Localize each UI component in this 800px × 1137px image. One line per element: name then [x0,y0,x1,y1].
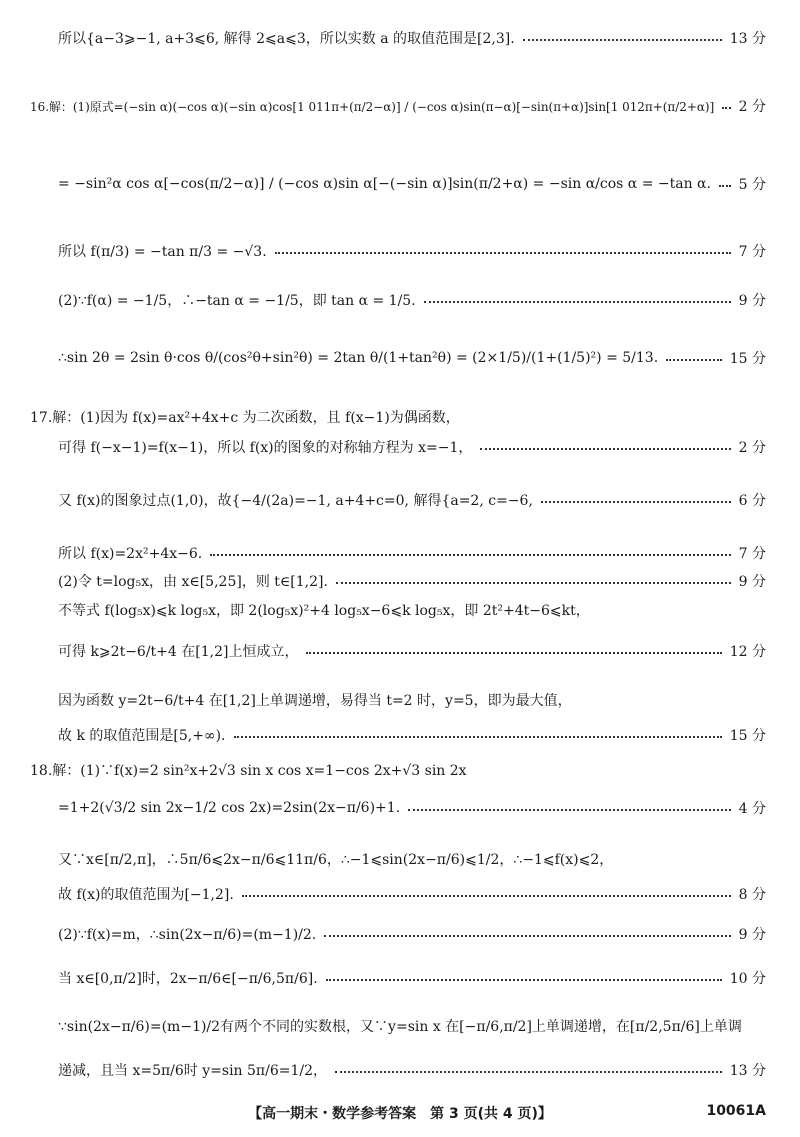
score-mark: 7 分 [738,244,766,260]
answer-text: 因为函数 y=2t−6/t+4 在[1,2]上单调递增，易得当 t=2 时，y=5，即为最大值， [58,693,572,709]
score-mark: 10 分 [729,971,766,987]
score-mark: 13 分 [729,31,766,47]
answer-line [0,280,800,320]
answer-text: 故 f(x)的取值范围为[−1,2]. [58,887,234,903]
score-mark: 8 分 [738,887,766,903]
answer-text: = −sin²α cos α[−cos(π/2−α)] / (−cos α)sin α[−(−sin α)]sin(π/2+α) = −sin α/cos α = −tan α. [58,176,711,192]
answer-text: 递减，且当 x=5π/6时 y=sin 5π/6=1/2， [58,1063,328,1079]
answer-text: (2)∵f(α) = −1/5，∴−tan α = −1/5，即 tan α = 1/5. [58,293,416,309]
answer-line [0,590,800,630]
document-code: 10061A [706,1103,766,1119]
answer-text: (2)∵f(x)=m，∴sin(2x−π/6)=(m−1)/2. [58,927,317,943]
answer-line [0,1050,800,1090]
answer-line [0,427,800,467]
score-mark: 5 分 [738,177,766,193]
dot-leader [242,895,731,897]
answer-text: (2)令 t=log₅x，由 x∈[5,25]，则 t∈[1,2]. [58,574,328,590]
score-mark: 9 分 [738,574,766,590]
answer-line [0,788,800,828]
answer-text: ∴sin 2θ = 2sin θ·cos θ/(cos²θ+sin²θ) = 2tan θ/(1+tan²θ) = (2×1/5)/(1+(1/5)²) = 5/13. [58,350,659,366]
page-footer [0,1101,800,1127]
dot-leader [424,301,731,303]
answer-line [0,18,800,58]
answer-line [0,750,800,790]
answer-text: 故 k 的取值范围是[5,+∞). [58,728,226,744]
dot-leader [480,448,730,450]
dot-leader [722,107,730,109]
score-mark: 13 分 [729,1063,766,1079]
dot-leader [666,359,722,361]
dot-leader [523,39,722,41]
dot-leader [541,501,731,503]
answer-text: 所以 f(x)=2x²+4x−6. [58,546,203,562]
answer-text: ∵sin(2x−π/6)=(m−1)/2有两个不同的实数根，又∵y=sin x 在[−π/6,π/2]上单调递增，在[π/2,5π/6]上单调 [58,1019,742,1035]
answer-line [0,631,800,671]
dot-leader [324,935,730,937]
answer-text: 可得 k⩾2t−6/t+4 在[1,2]上恒成立， [58,644,299,660]
answer-line [0,839,800,879]
score-mark: 9 分 [738,293,766,309]
answer-line [0,1006,800,1046]
score-mark: 15 分 [729,728,766,744]
answer-line [0,480,800,520]
answer-line [0,680,800,720]
answer-text: 所以{a−3⩾−1, a+3⩽6, 解得 2⩽a⩽3，所以实数 a 的取值范围是[2,3]. [58,31,515,47]
answer-text: 不等式 f(log₅x)⩽k log₅x，即 2(log₅x)²+4 log₅x−6⩽k log₅x，即 2t²+4t−6⩽kt， [58,603,590,619]
answer-text: 所以 f(π/3) = −tan π/3 = −√3. [58,244,267,260]
score-mark: 2 分 [738,440,766,456]
answer-text: 18.解：(1)∵f(x)=2 sin²x+2√3 sin x cos x=1−cos 2x+√3 sin 2x [30,763,467,779]
answer-text: 可得 f(−x−1)=f(x−1)，所以 f(x)的图象的对称轴方程为 x=−1， [58,440,473,456]
dot-leader [234,736,722,738]
dot-leader [326,979,722,981]
answer-text: 又 f(x)的图象过点(1,0)，故{−4/(2a)=−1, a+4+c=0, 解得{a=2, c=−6, [58,493,533,509]
answer-text: =1+2(√3/2 sin 2x−1/2 cos 2x)=2sin(2x−π/6)+1. [58,800,401,816]
score-mark: 2 分 [738,99,766,115]
answer-line [0,958,800,998]
answer-text: 又∵x∈[π/2,π]，∴5π/6⩽2x−π/6⩽11π/6，∴−1⩽sin(2x−π/6)⩽1/2，∴−1⩽f(x)⩽2， [58,852,614,868]
score-mark: 9 分 [738,927,766,943]
dot-leader [210,554,730,556]
score-mark: 7 分 [738,546,766,562]
answer-line [0,715,800,755]
dot-leader [336,582,731,584]
dot-leader [719,185,731,187]
answer-line [0,164,800,204]
answer-text: 17.解：(1)因为 f(x)=ax²+4x+c 为二次函数，且 f(x−1)为偶函数， [30,410,460,426]
answer-line [0,874,800,914]
answer-text: 当 x∈[0,π/2]时，2x−π/6∈[−π/6,5π/6]. [58,971,318,987]
dot-leader [335,1071,722,1073]
answer-line [0,231,800,271]
footer-title: 【高一期末・数学参考答案 第 3 页(共 4 页)】 [248,1106,552,1122]
dot-leader [408,809,731,811]
answer-line [0,338,800,378]
dot-leader [306,652,721,654]
score-mark: 15 分 [729,351,766,367]
dot-leader [275,252,731,254]
answer-line [0,914,800,954]
score-mark: 12 分 [729,644,766,660]
answer-line [0,86,800,126]
score-mark: 4 分 [738,801,766,817]
score-mark: 6 分 [738,493,766,509]
answer-text: 16.解：(1)原式=(−sin α)(−cos α)(−sin α)cos[1 011π+(π/2−α)] / (−cos α)sin(π−α)[−sin(π+α)]sin[1 012π+(π/2+α)] [30,99,715,114]
